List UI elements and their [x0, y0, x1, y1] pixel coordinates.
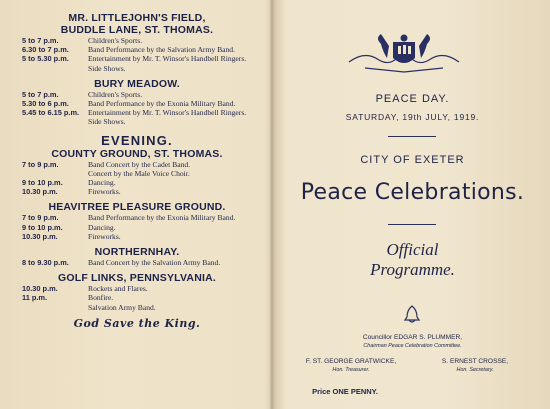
schedule-row [14, 303, 260, 312]
document-title: Peace Celebrations. [300, 180, 525, 205]
event-description: Band Performance by the Exonia Military Band. [88, 99, 236, 109]
venue-heading: HEAVITREE PLEASURE GROUND. [48, 201, 226, 214]
event-time: 10.30 p.m. [22, 187, 58, 197]
schedule-row [14, 99, 260, 108]
programme-section [14, 246, 260, 267]
event-description: Dancing. [88, 178, 116, 188]
event-time: 11 p.m. [22, 293, 48, 303]
chairman-name: Councillor EDGAR S. PLUMMER, [362, 334, 463, 341]
secretary-role: Hon. Secretary. [456, 367, 494, 373]
event-time [14, 117, 88, 126]
schedule-row [14, 117, 260, 126]
programme-word: Programme. [370, 260, 455, 279]
programme-section [14, 78, 260, 127]
treasurer-role: Hon. Treasurer. [332, 367, 370, 373]
event-time: 5.30 to 6 p.m. [22, 99, 69, 109]
schedule-row [14, 108, 260, 117]
event-time: 5.45 to 6.15 p.m. [22, 108, 80, 118]
official-programme-title [285, 240, 540, 280]
event-time [14, 303, 88, 312]
peace-day-heading: PEACE DAY. [375, 93, 450, 105]
event-time: 10.30 p.m. [22, 231, 58, 241]
event-description: Children's Sports. [88, 36, 143, 45]
city-arms-crest-icon [345, 32, 463, 74]
evening-heading: EVENING. [101, 132, 173, 148]
divider-rule [388, 224, 436, 225]
schedule-row [14, 223, 260, 232]
event-time [14, 64, 88, 73]
event-time: 9 to 10 p.m. [22, 222, 63, 232]
event-description: Side Shows. [88, 117, 126, 127]
event-time [14, 169, 88, 178]
venue-heading: MR. LITTLEJOHN'S FIELD, [68, 12, 206, 24]
official-word: Official [386, 240, 439, 259]
event-description: Band Performance by the Exonia Military Band. [88, 213, 236, 223]
schedule-row [14, 178, 260, 187]
venue-heading: COUNTY GROUND, ST. THOMAS. [51, 147, 223, 160]
page-fold [269, 0, 275, 409]
event-description: Dancing. [88, 222, 116, 232]
divider-rule [388, 136, 436, 137]
event-time: 6.30 to 7 p.m. [22, 45, 69, 55]
chairman-credit [285, 334, 540, 350]
event-description: Side Shows. [88, 63, 126, 73]
event-description: Band Concert by the Salvation Army Band. [88, 258, 221, 268]
schedule-row [14, 213, 260, 222]
secretary-name: S. ERNEST CROSSE, [441, 358, 509, 365]
programme-section [14, 133, 260, 197]
schedule-row [14, 258, 260, 267]
schedule-row [14, 54, 260, 63]
event-time: 10.30 p.m. [22, 284, 58, 294]
event-description: Children's Sports. [88, 89, 143, 99]
schedule-row [14, 187, 260, 196]
programme-section [14, 12, 260, 73]
secretary-credit [415, 358, 535, 374]
event-time: 7 to 9 p.m. [22, 159, 59, 169]
event-description: Salvation Army Band. [88, 302, 156, 312]
left-page [14, 12, 260, 330]
schedule-row [14, 90, 260, 99]
event-description: Fireworks. [88, 231, 121, 241]
schedule-row [14, 232, 260, 241]
programme-section [14, 272, 260, 312]
schedule-row [14, 36, 260, 45]
event-description: Bonfire. [88, 293, 114, 303]
event-description: Rockets and Flares. [88, 284, 148, 294]
programme-section [14, 201, 260, 241]
event-time: 5 to 7 p.m. [22, 36, 59, 45]
schedule-row [14, 160, 260, 169]
closing-line: God Save the King. [73, 316, 201, 330]
event-description: Band Concert by the Cadet Band. [88, 159, 191, 169]
schedule-row [14, 293, 260, 302]
treasurer-name: F. ST. GEORGE GRATWICKE, [305, 358, 397, 365]
event-time: 5 to 7 p.m. [22, 89, 59, 99]
venue-subheading: BUDDLE LANE, ST. THOMAS. [60, 24, 214, 36]
venue-heading: NORTHERNHAY. [94, 246, 180, 259]
event-time: 7 to 9 p.m. [22, 213, 59, 223]
chairman-role: Chairman Peace Celebration Committee. [363, 343, 462, 349]
event-description: Entertainment by Mr. T. Winsor's Handbell Ringers. [88, 54, 247, 64]
schedule-row [14, 169, 260, 178]
bell-ornament-icon [403, 304, 421, 324]
event-time: 8 to 9.30 p.m. [22, 258, 69, 268]
city-heading: CITY OF EXETER [360, 154, 465, 166]
venue-heading: GOLF LINKS, PENNSYLVANIA. [57, 272, 217, 285]
venue-heading: BURY MEADOW. [94, 77, 180, 90]
event-time: 5 to 5.30 p.m. [22, 54, 69, 64]
event-description: Concert by the Male Voice Choir. [88, 168, 190, 178]
schedule-row [14, 64, 260, 73]
event-description: Entertainment by Mr. T. Winsor's Handbell Ringers. [88, 108, 247, 118]
event-description: Band Performance by the Salvation Army Band. [88, 45, 235, 55]
schedule-row [14, 284, 260, 293]
event-description: Fireworks. [88, 187, 121, 197]
schedule-row [14, 45, 260, 54]
right-page [285, 0, 540, 409]
price-line: Price ONE PENNY. [312, 387, 378, 396]
date-line: SATURDAY, 19th JULY, 1919. [345, 112, 480, 122]
treasurer-credit [291, 358, 411, 374]
event-time: 9 to 10 p.m. [22, 178, 63, 188]
